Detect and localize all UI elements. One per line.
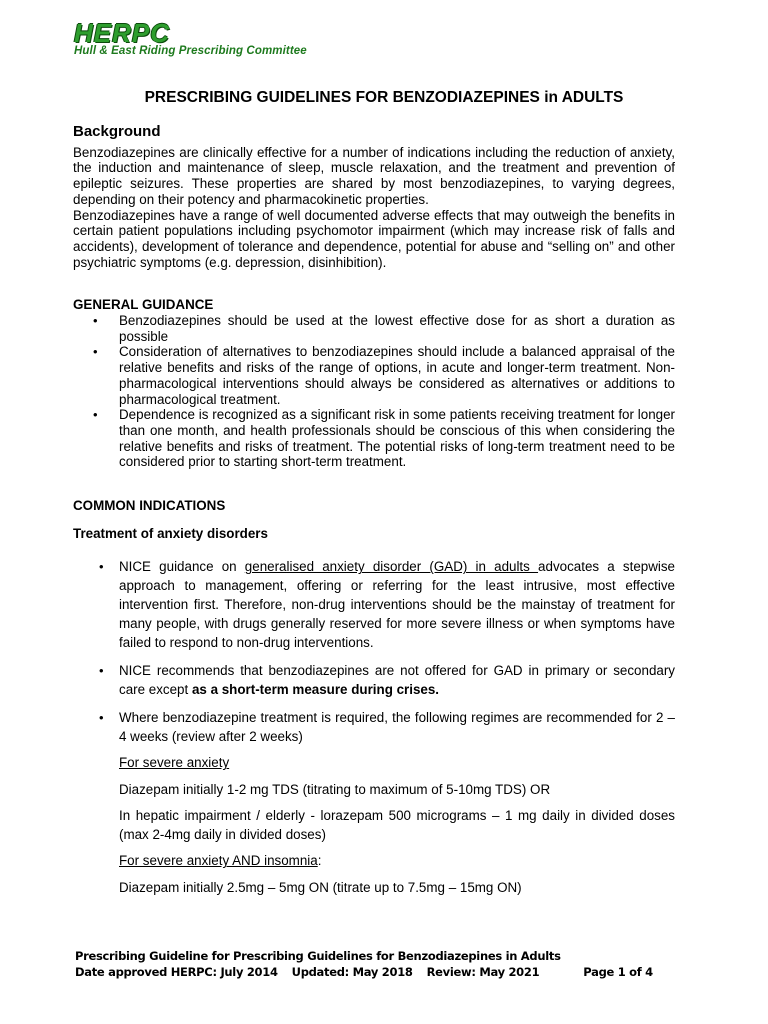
page-footer [75,948,653,980]
document-body [73,124,675,897]
list-item [73,557,675,652]
general-guidance-section [73,297,675,470]
bullet-icon: • [93,344,98,360]
logo-subtitle: Hull & East Riding Prescribing Committee [74,45,307,57]
general-guidance-heading: GENERAL GUIDANCE [73,297,214,313]
list-item [73,661,675,699]
list-item-text: Benzodiazepines should be used at the lowest effective dose for as short a duration as possible [119,313,675,344]
footer-updated: Updated: May 2018 [291,965,413,979]
bullet-icon: • [99,663,104,679]
page-number: Page 1 of 4 [583,965,653,979]
background-paragraph-1: Benzodiazepines are clinically effective for a number of indications including the reduction of anxiety, the induction and maintenance of sleep, muscle relaxation, and the treatment and prevention of epileptic seizures. These properties are shared by most benzodiazepines, to varying degrees, depending on their potency and pharmacokinetic properties. [73,144,675,207]
list-item-text: Where benzodiazepine treatment is required, the following regimes are recommended for 2 – 4 weeks (review after 2 weeks) [119,710,675,745]
bullet-icon: • [99,710,104,726]
severe-anxiety-label: For severe anxiety [119,755,230,771]
footer-title: Prescribing Guideline for Prescribing Guidelines for Benzodiazepines in Adults [75,949,561,963]
list-item-text: NICE guidance on [119,559,245,575]
common-indications-section [73,498,675,897]
anxiety-disorders-subheading: Treatment of anxiety disorders [73,525,268,541]
background-heading: Background [73,123,161,140]
bullet-icon: • [93,407,98,423]
footer-dates [75,964,653,980]
background-paragraph-2: Benzodiazepines have a range of well documented adverse effects that may outweigh the benefits in certain patient populations including psychomotor impairment (which may increase risk of falls and accidents), development of tolerance and dependence, potential for abuse and “selling on” and other psychiatric symptoms (e.g. depression, disinhibition). [73,207,675,270]
list-item-text: Dependence is recognized as a significant risk in some patients receiving treatment for longer than one month, and health professionals should be conscious of this when considering the relative benefits and risks of treatment. The potential risks of long-term treatment need to be considered prior to starting short-term treatment. [119,407,675,470]
list-item [73,708,675,746]
gad-guidance-link[interactable]: generalised anxiety disorder (GAD) in adults [244,559,539,575]
bullet-icon: • [93,313,98,329]
dosing-regimes [73,753,675,897]
general-guidance-list [73,313,675,470]
list-item [73,313,675,344]
common-indications-heading: COMMON INDICATIONS [73,498,226,514]
background-section [73,124,675,270]
footer-approved: Date approved HERPC: July 2014 [75,965,278,979]
severe-anxiety-dose: Diazepam initially 1-2 mg TDS (titrating to maximum of 5-10mg TDS) OR [119,782,551,798]
hepatic-impairment-dose: In hepatic impairment / elderly - lorazepam 500 micrograms – 1 mg daily in divided doses (max 2-4mg daily in divided doses) [119,808,675,843]
page-title: PRESCRIBING GUIDELINES FOR BENZODIAZEPINES in ADULTS [144,89,624,106]
list-item [73,344,675,407]
emphasis-text: as a short-term measure during crises. [191,682,440,698]
herpc-logo [74,18,307,57]
list-item-text: Consideration of alternatives to benzodiazepines should include a balanced appraisal of the relative benefits and risks of the range of options, in acute and longer-term treatment. Non-pharmacological interventions should always be considered as alternatives or additions to pharmacological treatment. [119,344,675,407]
anxiety-treatment-list [73,557,675,746]
bullet-icon: • [99,559,104,575]
insomnia-label: For severe anxiety AND insomnia: [119,853,322,869]
logo-mark: HERPC [74,18,171,48]
footer-review: Review: May 2021 [426,965,540,979]
list-item [73,407,675,470]
insomnia-dose: Diazepam initially 2.5mg – 5mg ON (titrate up to 7.5mg – 15mg ON) [119,880,522,896]
list-item-text: advocates a stepwise approach to management, offering or referring for the least intrusive, most effective intervention first. Therefore, non-drug interventions should be the mainstay of treatment for many people, with drugs generally reserved for more severe illness or when symptoms have failed to respond to non-drug interventions. [119,559,676,651]
list-item-text: NICE recommends that benzodiazepines are not offered for GAD in primary or secondary care except [119,663,675,698]
